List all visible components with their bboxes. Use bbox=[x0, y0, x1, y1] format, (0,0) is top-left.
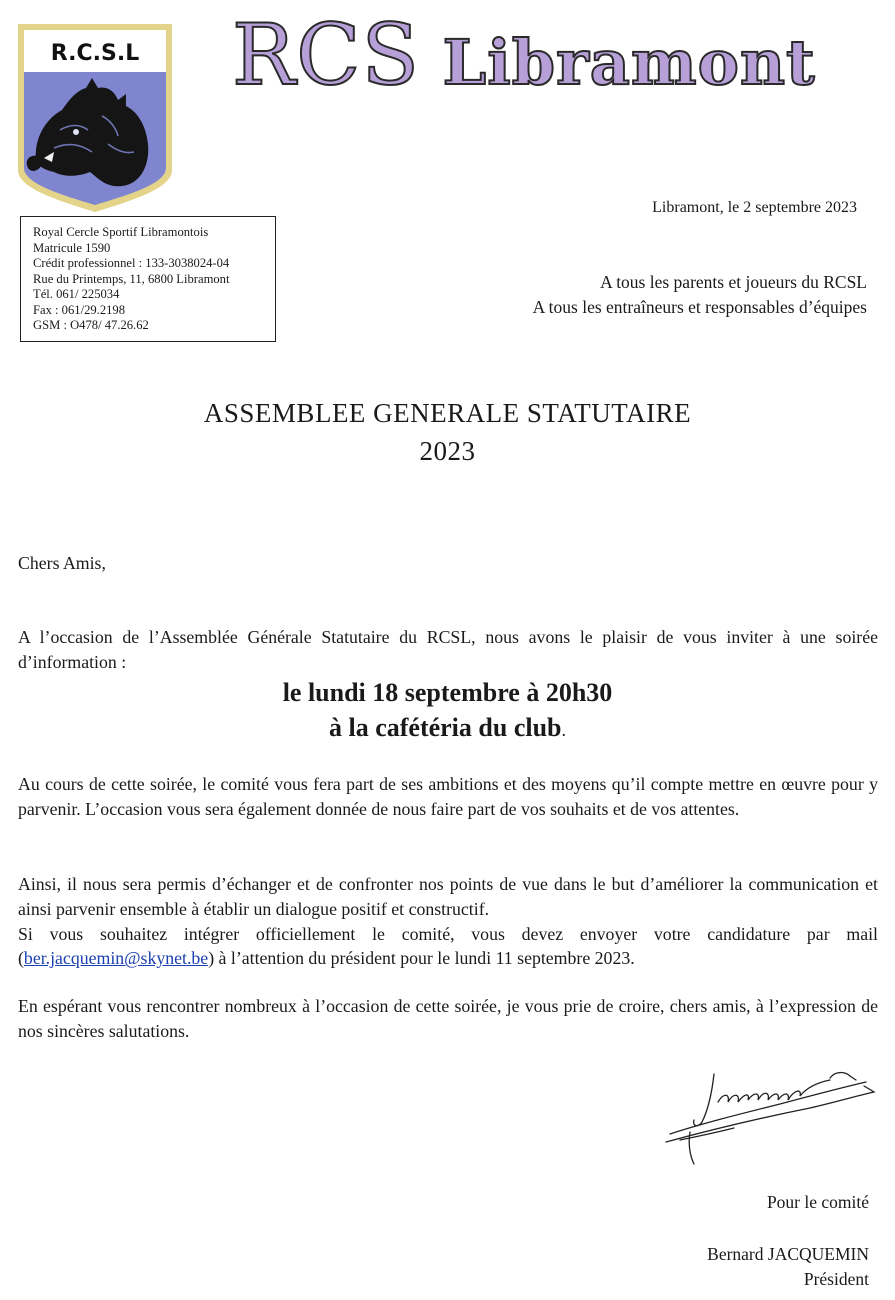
address-line: GSM : O478/ 47.26.62 bbox=[33, 318, 149, 332]
logo-text: R.C.S.L bbox=[50, 41, 140, 66]
candidature-after: ) à l’attention du président pour le lundi 11 septembre 2023. bbox=[208, 948, 635, 969]
address-line: Crédit professionnel : 133-3038024-04 bbox=[33, 256, 230, 270]
salutation: Chers Amis, bbox=[18, 553, 106, 573]
signer-role: Président bbox=[803, 1269, 869, 1289]
document-heading bbox=[0, 394, 895, 470]
heading-year: 2023 bbox=[419, 436, 476, 466]
exchange-paragraph bbox=[18, 872, 878, 971]
handwritten-signature bbox=[660, 1052, 882, 1170]
address-box bbox=[20, 216, 276, 342]
recipient-line: A tous les entraîneurs et responsables d’équipes bbox=[532, 297, 867, 317]
address-line: Rue du Printemps, 11, 6800 Libramont bbox=[33, 271, 230, 286]
event-date: le lundi 18 septembre à 20h30 bbox=[282, 678, 613, 707]
candidature-text bbox=[18, 922, 878, 972]
address-line: Fax : 061/29.2198 bbox=[33, 302, 126, 317]
signer-block bbox=[707, 1242, 869, 1292]
address-line: Matricule 1590 bbox=[33, 240, 111, 255]
event-details bbox=[0, 675, 895, 748]
exchange-text: Ainsi, il nous sera permis d’échanger et de confronter nos points de vue dans le but d’améliorer la communication et ainsi parvenir ensemble à établir un dialogue positif et constructif. bbox=[18, 874, 878, 919]
recipients bbox=[533, 270, 867, 320]
heading-title: ASSEMBLEE GENERALE STATUTAIRE bbox=[203, 398, 692, 428]
event-place: à la cafétéria du club bbox=[328, 713, 562, 742]
club-logo bbox=[14, 20, 176, 214]
address-line: Royal Cercle Sportif Libramontois bbox=[33, 225, 209, 239]
event-place-period: . bbox=[561, 720, 567, 740]
ambitions-paragraph: Au cours de cette soirée, le comité vous fera part de ses ambitions et des moyens qu’il compte mettre en œuvre pour y parvenir. L’occasion vous sera également donnée de nous faire part de vos souhaits et de vos attentes. bbox=[18, 774, 878, 819]
invite-paragraph: A l’occasion de l’Assemblée Générale Statutaire du RCSL, nous avons le plaisir de vous inviter à une soirée d’information : bbox=[18, 627, 878, 672]
email-link[interactable]: ber.jacquemin@skynet.be bbox=[23, 948, 209, 969]
address-line: Tél. 061/ 225034 bbox=[33, 287, 120, 301]
event-place-line bbox=[0, 710, 895, 748]
closing-paragraph: En espérant vous rencontrer nombreux à l’occasion de cette soirée, je vous prie de croire, chers amis, à l’expression de nos sincères salutations. bbox=[18, 996, 878, 1041]
recipient-line: A tous les parents et joueurs du RCSL bbox=[600, 272, 867, 292]
signer-name: Bernard JACQUEMIN bbox=[707, 1244, 869, 1264]
club-title-rest: Libramont bbox=[420, 26, 816, 99]
candidature-before: Si vous souhaitez intégrer officiellement le comité, vous devez envoyer votre candidature par mail ( bbox=[18, 923, 878, 969]
date-line: Libramont, le 2 septembre 2023 bbox=[652, 199, 857, 216]
club-title-initials: RCS bbox=[232, 6, 421, 104]
club-title bbox=[232, 6, 816, 104]
sign-for-committee: Pour le comité bbox=[766, 1192, 869, 1212]
